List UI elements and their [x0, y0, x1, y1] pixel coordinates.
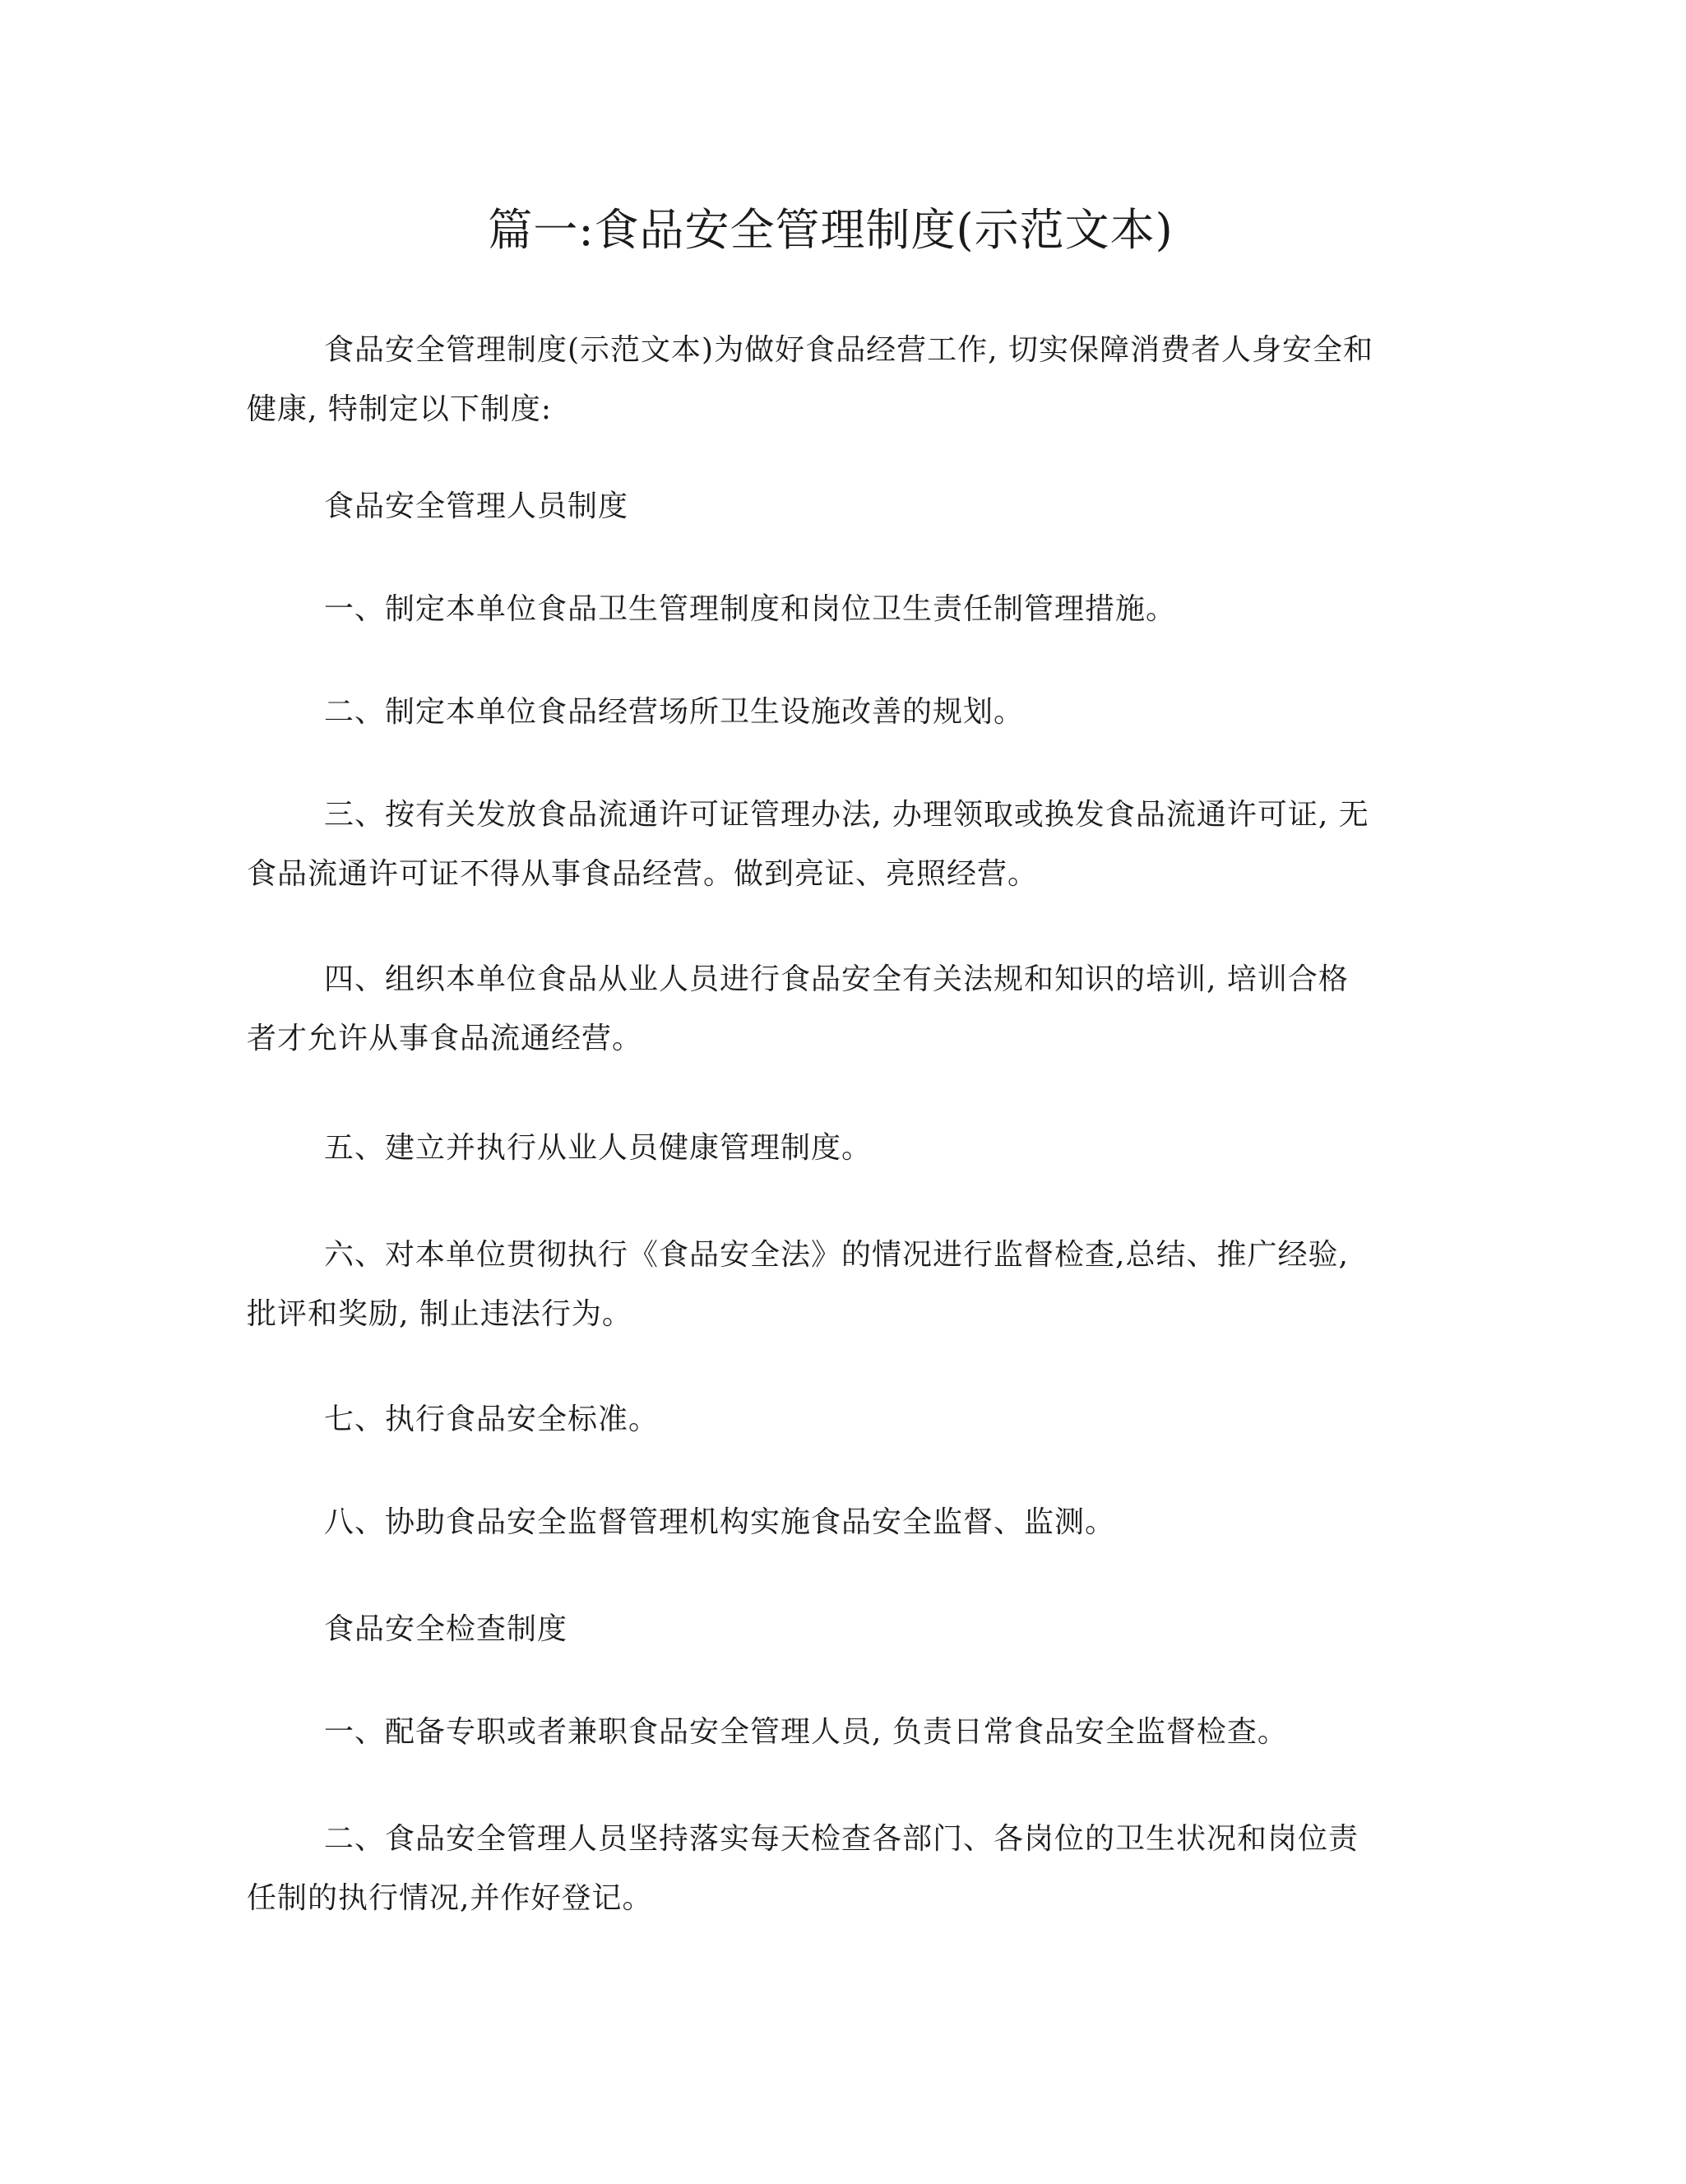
- list-item: 一、制定本单位食品卫生管理制度和岗位卫生责任制管理措施。: [324, 592, 1177, 626]
- list-item: 四、组织本单位食品从业人员进行食品安全有关法规和知识的培训, 培训合格者才允许从事食品流通经营。: [247, 962, 1349, 1055]
- list-item: 二、食品安全管理人员坚持落实每天检查各部门、各岗位的卫生状况和岗位责任制的执行情况,并作好登记。: [247, 1822, 1359, 1915]
- list-item: 五、建立并执行从业人员健康管理制度。: [324, 1131, 873, 1165]
- list-item: 二、制定本单位食品经营场所卫生设施改善的规划。: [324, 695, 1025, 729]
- document-page: [247, 0, 1373, 2184]
- list-item: 三、按有关发放食品流通许可证管理办法, 办理领取或换发食品流通许可证, 无食品流通许可证不得从事食品经营。做到亮证、亮照经营。: [247, 798, 1369, 891]
- list-item: 八、协助食品安全监督管理机构实施食品安全监督、监测。: [324, 1505, 1116, 1539]
- list-item: 六、对本单位贯彻执行《食品安全法》的情况进行监督检查,总结、推广经验, 批评和奖励, 制止违法行为。: [247, 1238, 1349, 1331]
- intro-paragraph: 食品安全管理制度(示范文本)为做好食品经营工作, 切实保障消费者人身安全和健康, 特制定以下制度:: [247, 333, 1373, 426]
- section-heading-inspection: 食品安全检查制度: [324, 1612, 568, 1646]
- list-item: 一、配备专职或者兼职食品安全管理人员, 负责日常食品安全监督检查。: [324, 1715, 1288, 1749]
- section-heading-staff: 食品安全管理人员制度: [324, 489, 629, 523]
- list-item: 七、执行食品安全标准。: [324, 1403, 660, 1436]
- document-title: 篇一:食品安全管理制度(示范文本): [488, 204, 1174, 256]
